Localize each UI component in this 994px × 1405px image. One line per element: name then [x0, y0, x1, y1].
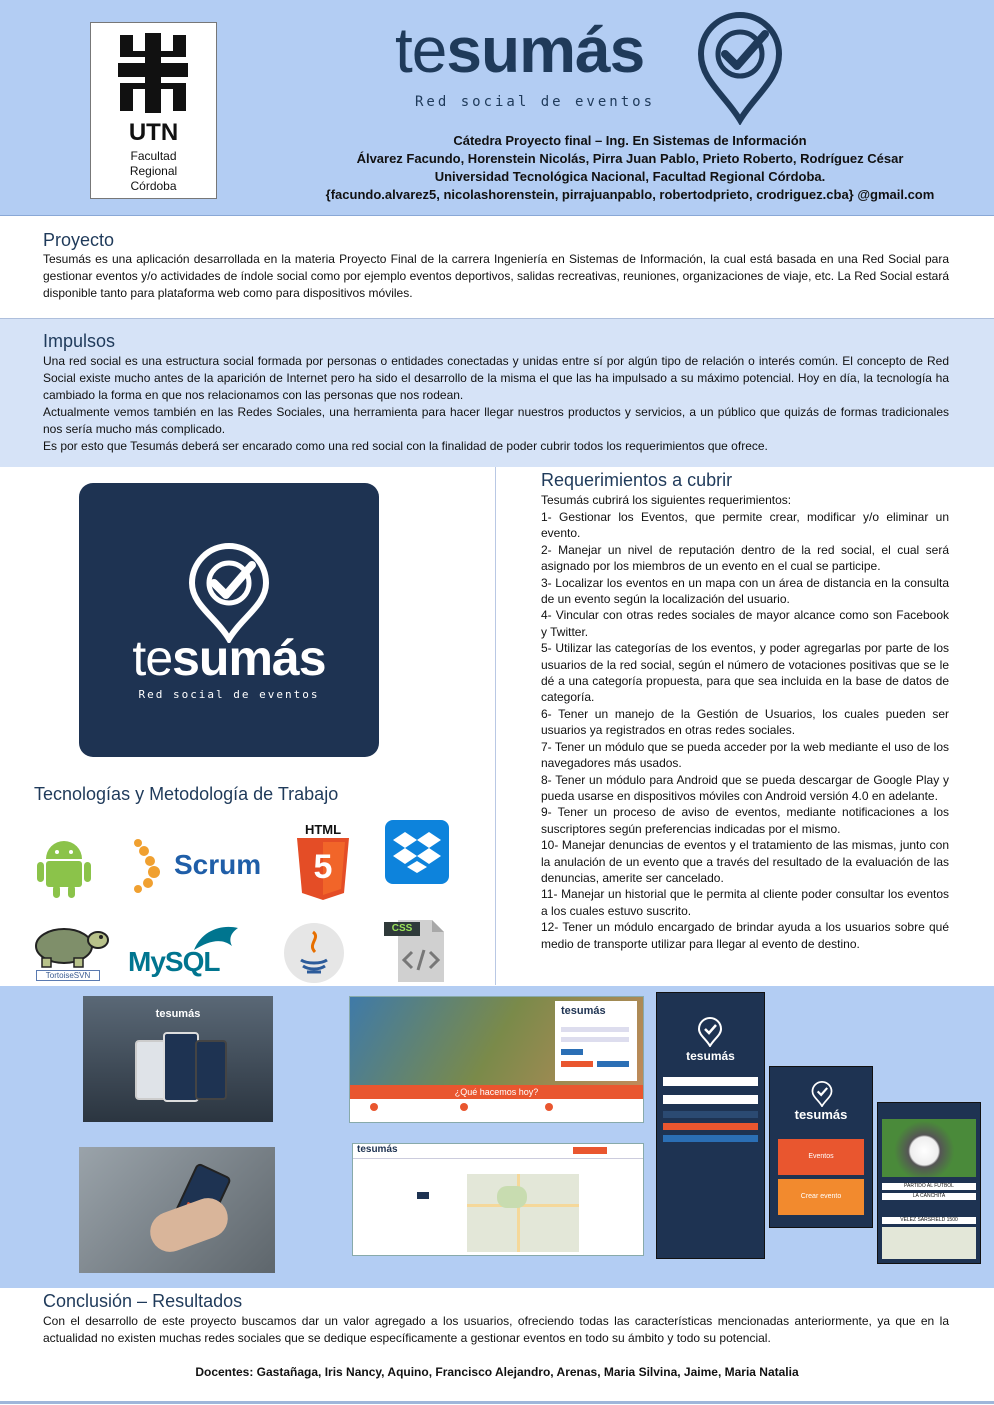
conclusion-text: Con el desarrollo de este proyecto buscamos dar un valor agregado a los usuarios, ofreciendo todas las características mencionadas anteriormente, ya que en la actualidad no existen muchas redes sociales que se dedique específicamente a gestionar eventos en todo su ámbito y todo su potencial. [43, 1314, 949, 1345]
bottom-divider [0, 1401, 994, 1404]
column-divider [495, 467, 496, 985]
html5-logo [295, 822, 351, 900]
brand-part2: sumás [446, 14, 645, 86]
tile-brand-part2: sumás [172, 630, 326, 686]
brand-tagline: Red social de eventos [415, 94, 656, 110]
scrum-label: Scrum [174, 849, 262, 880]
scrum-dots-icon [130, 837, 174, 897]
section-conclusion [0, 1288, 994, 1405]
dropbox-icon [385, 820, 449, 884]
section-proyecto [0, 216, 994, 318]
list-item: 9- Tener un proceso de aviso de eventos, mediante notificaciones a los suscriptores según preferencias indicadas por el mismo. [541, 805, 949, 836]
web-banner: ¿Qué hacemos hoy? [350, 1085, 643, 1099]
html-label: HTML [304, 822, 342, 837]
header-line-3: Universidad Tecnológica Nacional, Facultad Regional Córdoba. [434, 169, 826, 184]
hand-phone-image [79, 1147, 275, 1273]
impulsos-text [43, 353, 949, 455]
poster-header [0, 0, 994, 216]
utn-emblem-icon [118, 33, 188, 113]
java-icon [283, 922, 345, 984]
brand-wordmark [395, 14, 645, 86]
location-check-icon [186, 543, 272, 643]
phones-mockup-image [83, 996, 273, 1122]
section-impulsos [0, 318, 994, 468]
docentes-line: Docentes: Gastañaga, Iris Nancy, Aquino, Francisco Alejandro, Arenas, Maria Silvina, Jaime, Maria Natalia [195, 1365, 799, 1379]
requerimientos-title: Requerimientos a cubrir [541, 470, 733, 490]
proyecto-title: Proyecto [43, 230, 115, 250]
mobile-create-tile: Crear evento [778, 1179, 864, 1215]
web-login-brand: tesumás [561, 1005, 606, 1017]
turtle-icon [28, 922, 110, 970]
event-name: PARTIDO AL FUTBOL [882, 1183, 976, 1190]
impulsos-p1: Una red social es una estructura social formada por personas o entidades conectadas y unidas entre sí por algún tipo de relación o interés común. El concepto de Red Social existe mucho antes de la aparición de Internet pero ha sido el desarrollo de la misma el que las ha impulsado a su máximo potencial. Hoy en día, la tecnología ha cambiado la forma en que nos relacionamos con las personas que nos rodean. [43, 354, 949, 402]
brand-part1: te [395, 14, 447, 86]
location-check-icon [697, 1017, 723, 1047]
list-item: 6- Tener un manejo de la Gestión de Usuarios, los cuales pueden ser usuarios ya registrados en otras redes sociales. [541, 706, 949, 738]
web-map-image [352, 1143, 644, 1256]
html5-number: 5 [313, 848, 333, 886]
event-venue: VELEZ SARSFIELD 1500 [882, 1217, 976, 1224]
requerimientos-list [541, 509, 949, 952]
mobile-login-brand: tesumás [686, 1049, 735, 1063]
tortoisesvn-label: TortoiseSVN [36, 970, 100, 981]
list-item: 8- Tener un módulo para Android que se pueda descargar de Google Play y pueda usarse en dispositivos móviles con Android versión 4.0 en adelante. [541, 772, 949, 803]
mockup-brand: tesumás [155, 1008, 201, 1020]
list-item: 2- Manejar un nivel de reputación dentro de la red social, el cual será asignado por los miembros de un evento en el cual se participe. [541, 542, 949, 574]
conclusion-title: Conclusión – Resultados [43, 1291, 243, 1311]
mysql-logo [128, 922, 240, 980]
mobile-menu-image [769, 1066, 873, 1228]
mobile-menu-brand: tesumás [794, 1107, 848, 1122]
list-item: 3- Localizar los eventos en un mapa con un área de distancia en la consulta de un evento según la localización del usuario. [541, 575, 949, 607]
header-line-2: Álvarez Facundo, Horenstein Nicolás, Pirra Juan Pablo, Prieto Roberto, Rodríguez César [356, 151, 904, 166]
location-check-icon [695, 10, 785, 125]
css-file-logo [384, 918, 446, 984]
mobile-event-detail-image [877, 1102, 981, 1264]
header-line-4: {facundo.alvarez5, nicolashorenstein, pirrajuanpablo, robertodprieto, crodriguez.cba} @gmail.com [325, 187, 935, 202]
utn-line3: Córdoba [130, 179, 177, 193]
list-item: 4- Vincular con otras redes sociales de mayor alcance como son Facebook y Twitter. [541, 608, 949, 639]
mobile-login-image [656, 992, 765, 1259]
utn-logo [90, 22, 217, 199]
section-middle [0, 467, 994, 985]
list-item: 10- Manejar denuncias de eventos y el tratamiento de las mismas, junto con la anulación de un evento que a través del resultado de la evaluación de las denuncias, amerite ser cancelado. [541, 838, 949, 885]
list-item: 5- Utilizar las categorías de los eventos, y poder agregarlas por parte de los usuarios de la red social, según el número de votaciones positivas que se le dé a una categoría propuesta, para que sea incluida en la base de datos de categoría. [541, 641, 949, 705]
list-item: 7- Tener un módulo que se pueda acceder por la web mediante el uso de los navegadores más usados. [541, 739, 949, 771]
scrum-logo [130, 837, 265, 897]
impulsos-p3: Es por esto que Tesumás deberá ser encarado como una red social con la finalidad de poder cubrir todos los requerimientos que ofrece. [43, 439, 768, 453]
requerimientos-intro: Tesumás cubrirá los siguientes requerimientos: [541, 493, 792, 507]
impulsos-p2: Actualmente vemos también en las Redes Sociales, una herramienta para hacer llegar nuestros productos y servicios, a un público que quizás de formas tradicionales nos sería mucho más complicado. [43, 405, 949, 436]
list-item: 1- Gestionar los Eventos, que permite crear, modificar y/o eliminar un evento. [541, 510, 949, 541]
list-item: 12- Tener un módulo encargado de brindar ayuda a los usuarios sobre qué medio de transporte utilizar para llegar al evento de destino. [541, 920, 949, 951]
mobile-eventos-tile: Eventos [778, 1139, 864, 1175]
utn-line2: Regional [129, 164, 178, 178]
tortoisesvn-logo [28, 922, 110, 984]
utn-line1: Facultad [130, 149, 177, 163]
tile-brand-part1: te [132, 630, 173, 686]
header-line-1: Cátedra Proyecto final – Ing. En Sistemas de Información [453, 133, 807, 148]
web-map-brand: tesumás [357, 1144, 398, 1155]
tecnologias-title: Tecnologías y Metodología de Trabajo [34, 784, 339, 804]
web-landing-image [349, 996, 644, 1123]
mysql-label: MySQL [128, 946, 220, 977]
screenshots-gallery [0, 986, 994, 1288]
tile-wordmark [79, 630, 379, 686]
event-place: LA CANCHITA [882, 1193, 976, 1200]
utn-acronym: UTN [128, 119, 179, 146]
css-label: CSS [391, 923, 413, 934]
impulsos-title: Impulsos [43, 331, 116, 351]
location-check-icon [810, 1081, 834, 1107]
proyecto-text: Tesumás es una aplicación desarrollada en la materia Proyecto Final de la carrera Ingeniería en Sistemas de Información, la cual está basada en una Red Social para gestionar eventos y/o actividades de índole social como por ejemplo eventos deportivos, salidas recreativas, reuniones, organizaciones de viaje, etc. La Red Social estará disponible tanto para plataforma web como para dispositivos móviles. [43, 252, 949, 300]
tile-tagline: Red social de eventos [138, 688, 320, 701]
android-icon [36, 837, 92, 899]
list-item: 11- Manejar un historial que le permita al cliente poder consultar los eventos a los cuales estuvo suscrito. [541, 887, 949, 918]
app-icon-tile [79, 483, 379, 757]
